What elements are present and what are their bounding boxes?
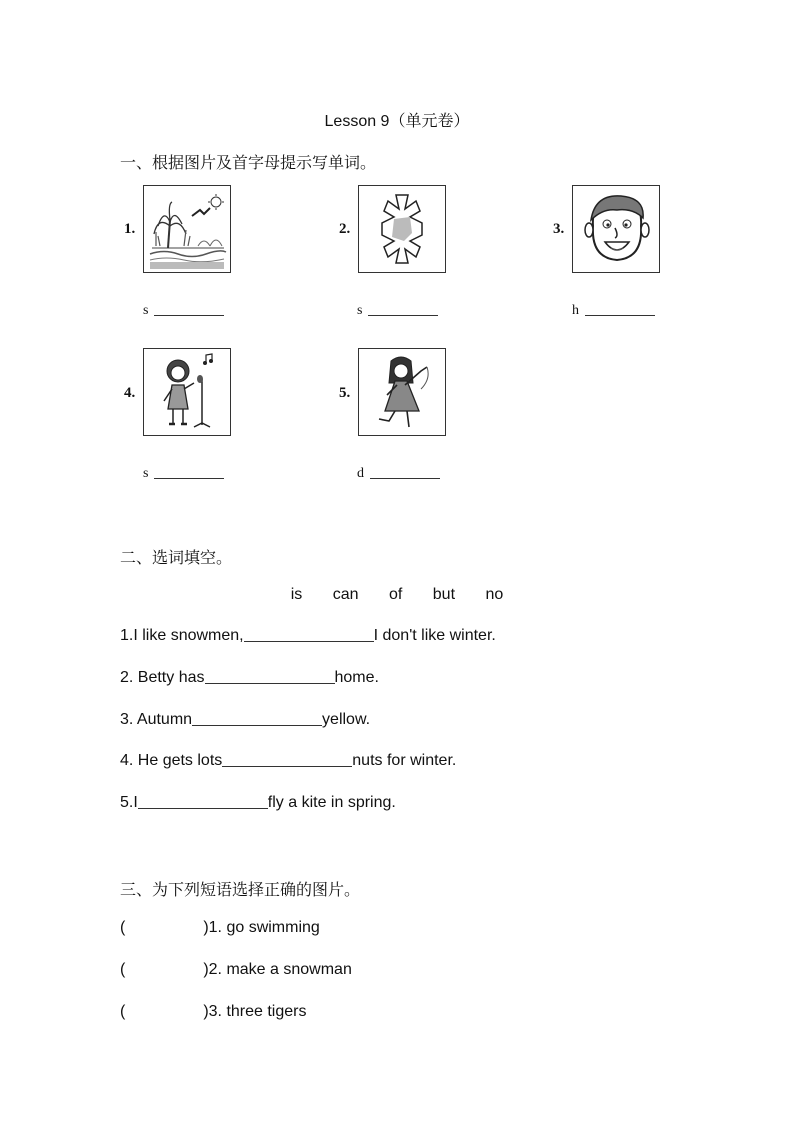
fill-before: 5.I — [120, 794, 138, 811]
picture-number-2: 2. — [339, 221, 351, 237]
dancing-girl-icon — [359, 349, 445, 435]
word-bank-item: no — [485, 586, 504, 603]
match-text: )3. three tigers — [203, 1003, 307, 1020]
fill-blank[interactable] — [222, 766, 352, 767]
match-open-paren: ( — [120, 1003, 126, 1020]
hint-5 — [357, 466, 440, 482]
hint-1 — [143, 303, 224, 319]
section-2-heading: 二、选词填空。 — [120, 550, 233, 567]
hint-2 — [357, 303, 438, 319]
match-question-3 — [120, 1003, 306, 1021]
hint-letter-4: s — [143, 466, 149, 481]
happy-boy-icon — [573, 186, 659, 272]
picture-number-1: 1. — [124, 221, 136, 237]
picture-box-1 — [143, 185, 231, 273]
word-bank-item: of — [388, 586, 403, 603]
picture-box-4 — [143, 348, 231, 436]
picture-number-5: 5. — [339, 385, 351, 401]
fill-after: home. — [334, 669, 379, 686]
match-open-paren: ( — [120, 961, 126, 978]
fill-blank[interactable] — [205, 683, 335, 684]
fill-blank[interactable] — [138, 808, 268, 809]
word-bank-item: can — [332, 586, 359, 603]
fill-after: nuts for winter. — [352, 752, 457, 769]
picture-number-4: 4. — [124, 385, 136, 401]
word-bank-item: is — [290, 586, 303, 603]
fill-before: 2. Betty has — [120, 669, 205, 686]
match-question-2 — [120, 961, 352, 979]
answer-line-3[interactable] — [585, 315, 655, 316]
hint-letter-1: s — [143, 303, 149, 318]
fill-blank[interactable] — [192, 725, 322, 726]
snowflake-icon — [359, 186, 445, 272]
fill-question-4 — [120, 752, 456, 770]
picture-box-2 — [358, 185, 446, 273]
picture-box-5 — [358, 348, 446, 436]
word-bank-item: but — [432, 586, 456, 603]
picture-number-3: 3. — [553, 221, 565, 237]
fill-after: fly a kite in spring. — [267, 794, 396, 811]
hint-letter-3: h — [572, 303, 579, 318]
match-text: )2. make a snowman — [203, 961, 352, 978]
fill-question-1 — [120, 627, 496, 645]
singing-girl-icon — [144, 349, 230, 435]
hint-letter-2: s — [357, 303, 363, 318]
match-open-paren: ( — [120, 919, 126, 936]
answer-line-1[interactable] — [154, 315, 224, 316]
match-question-1 — [120, 919, 320, 937]
hint-letter-5: d — [357, 466, 364, 481]
fill-after: yellow. — [322, 711, 371, 728]
fill-after: I don't like winter. — [373, 627, 496, 644]
section-1-heading: 一、根据图片及首字母提示写单词。 — [120, 155, 377, 172]
word-bank — [0, 586, 794, 604]
section-3-heading: 三、为下列短语选择正确的图片。 — [120, 882, 361, 899]
fill-before: 1.I like snowmen, — [120, 627, 244, 644]
fill-before: 4. He gets lots — [120, 752, 223, 769]
page-title: Lesson 9（单元卷） — [324, 113, 470, 130]
answer-line-4[interactable] — [154, 478, 224, 479]
fill-question-2 — [120, 669, 379, 687]
hint-4 — [143, 466, 224, 482]
hint-3 — [572, 303, 655, 319]
fill-question-3 — [120, 711, 370, 729]
fill-before: 3. Autumn — [120, 711, 193, 728]
spring-scene-icon — [144, 186, 230, 272]
picture-box-3 — [572, 185, 660, 273]
fill-question-5 — [120, 794, 396, 812]
match-text: )1. go swimming — [203, 919, 320, 936]
answer-line-5[interactable] — [370, 478, 440, 479]
fill-blank[interactable] — [244, 641, 374, 642]
answer-line-2[interactable] — [368, 315, 438, 316]
